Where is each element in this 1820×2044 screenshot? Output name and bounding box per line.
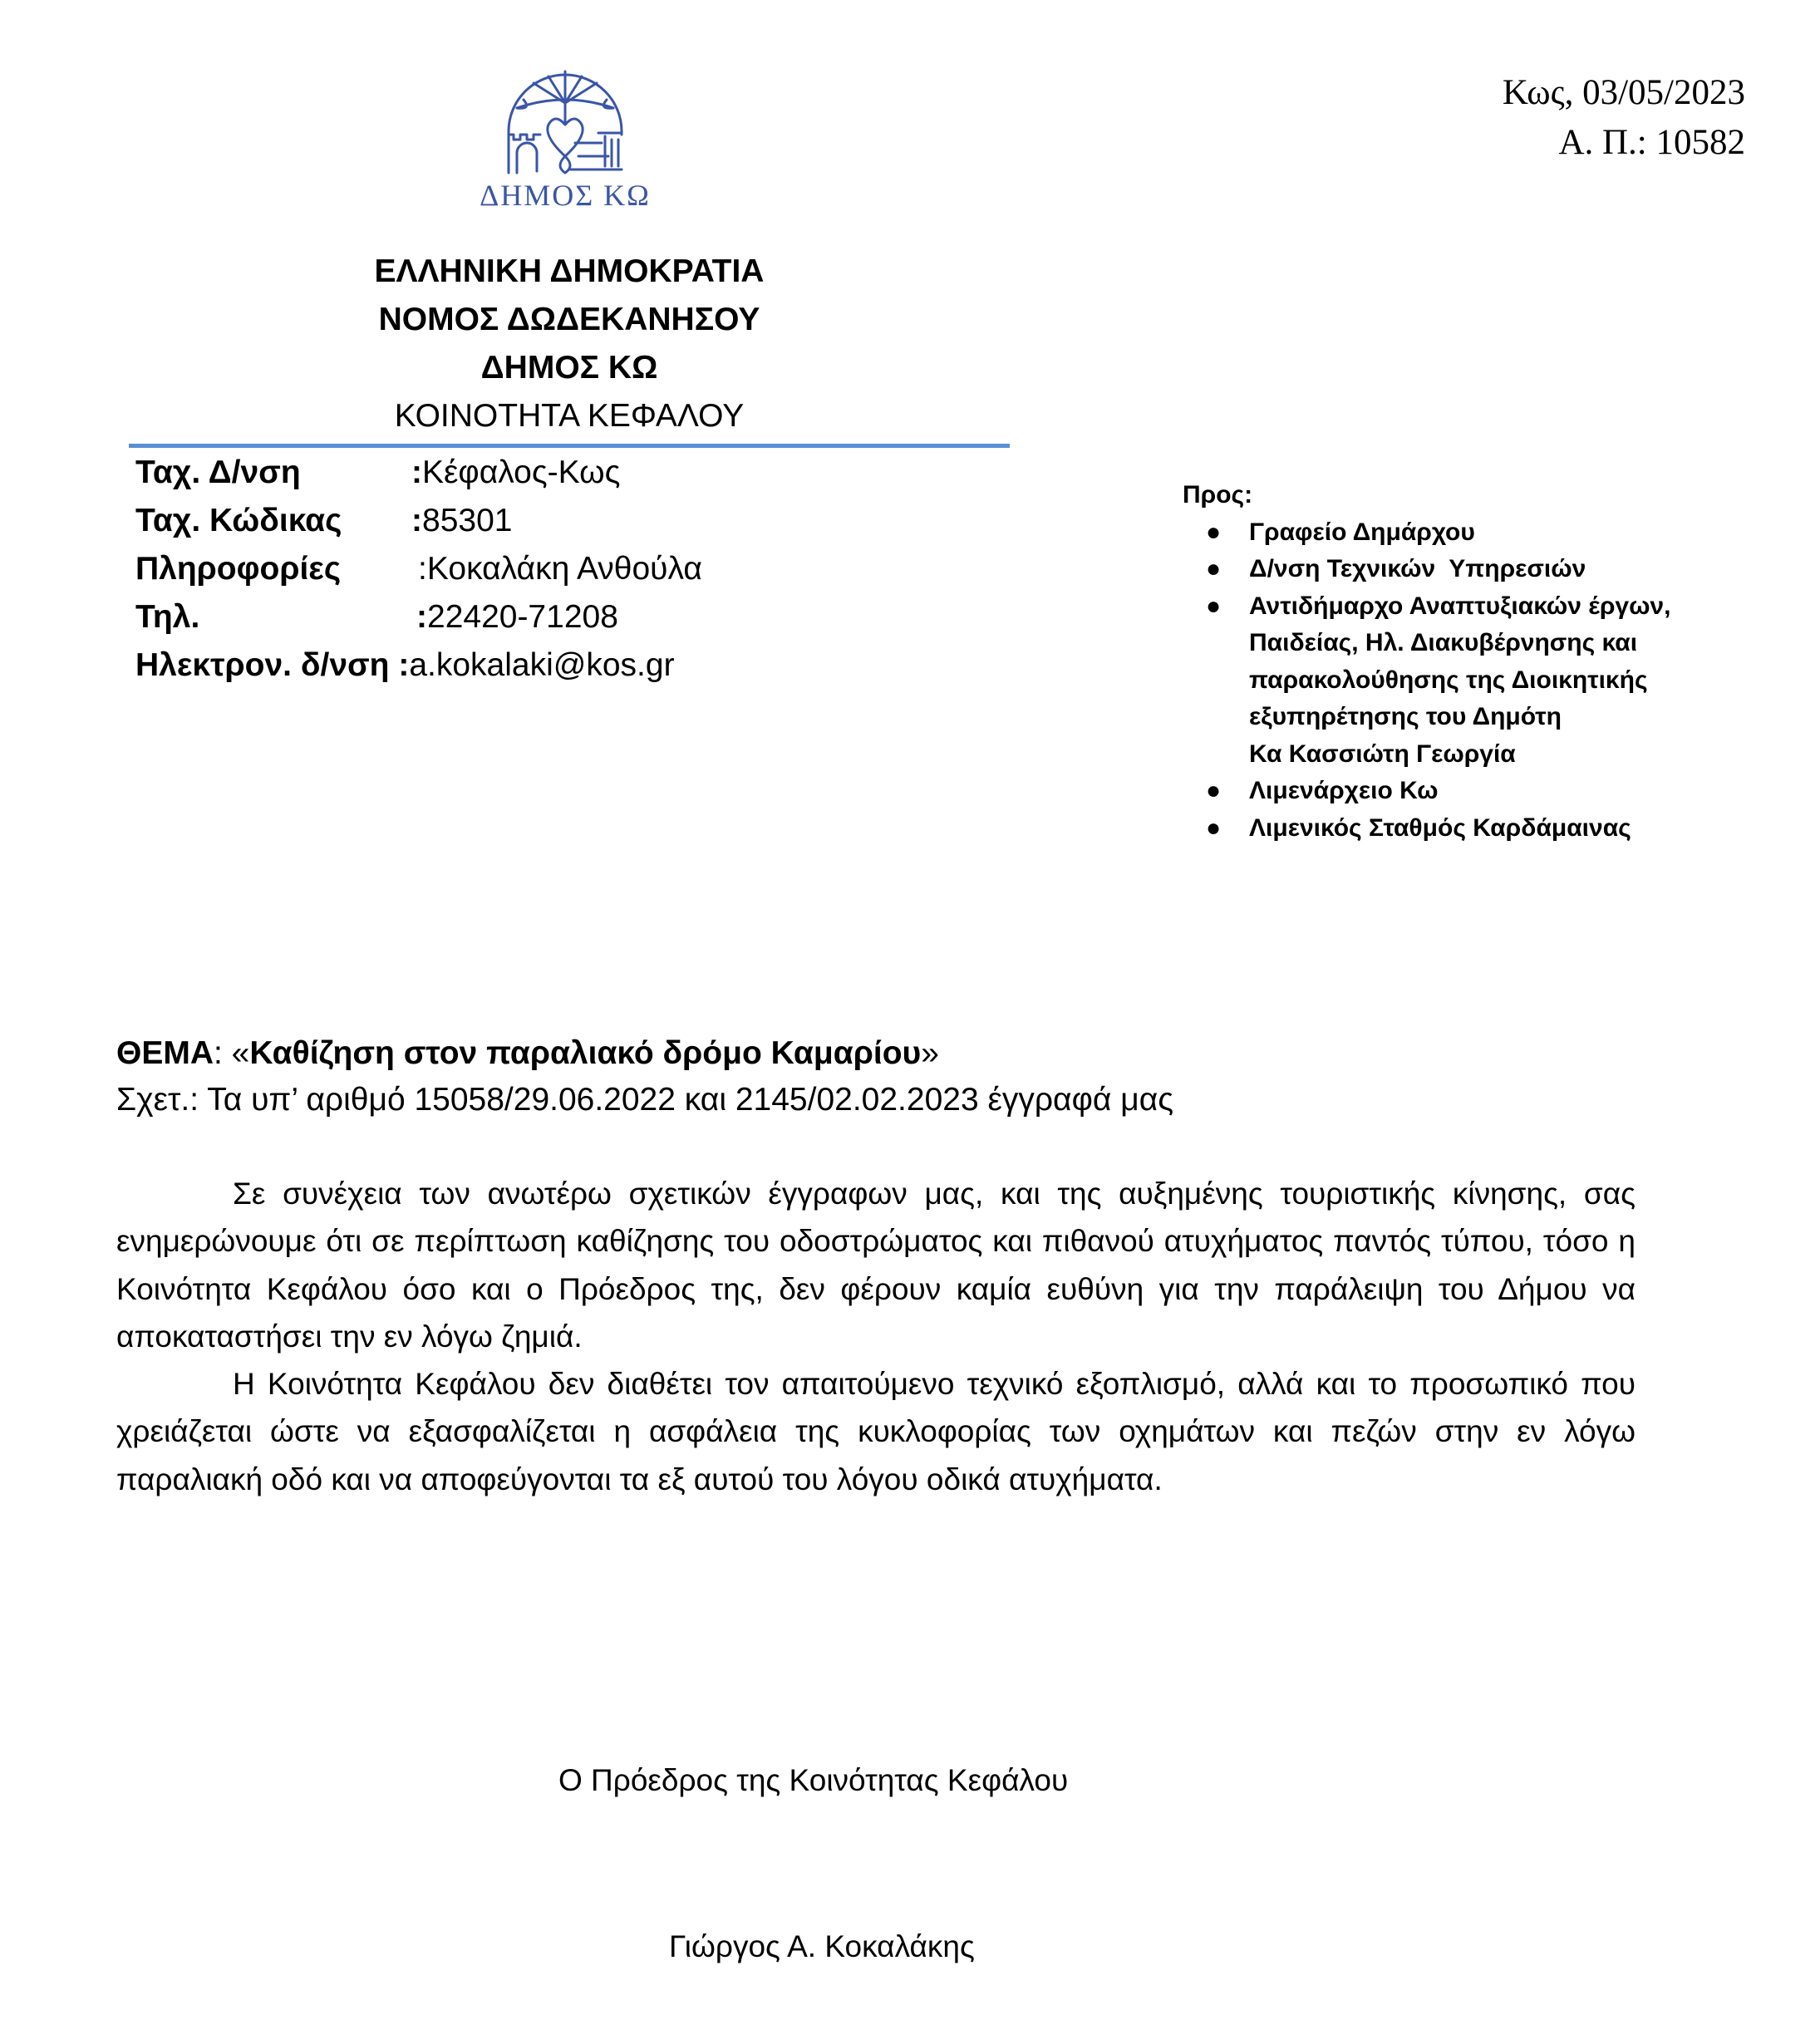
header-community: ΚΟΙΝΟΤΗΤΑ ΚΕΦΑΛΟΥ [394,398,745,434]
letterhead [129,248,1010,440]
recipient-line: Κα Κασσιώτη Γεωργία [1249,739,1516,768]
bullet-icon: ● [1206,518,1222,546]
recipient-item [1183,514,1731,552]
recipients-block [1183,477,1731,847]
recipient-line: Γραφείο Δημάρχου [1249,518,1475,546]
contact-value: Κέφαλος-Κως [422,454,621,490]
date-block [1503,68,1745,168]
recipient-item [1183,588,1731,774]
protocol-number: Α. Π.: 10582 [1558,123,1745,162]
subject-block [116,1030,1173,1123]
bullet-icon: ● [1206,777,1222,804]
contact-email: a.kokalaki@kos.gr [409,647,675,683]
contact-colon: : [418,551,427,587]
contact-row-info [135,545,702,593]
contact-row-address [135,449,702,497]
contact-colon: : [411,503,422,538]
subject-label: ΘΕΜΑ [116,1035,214,1071]
contact-value: 85301 [422,503,513,538]
bullet-icon: ● [1206,592,1222,620]
body-paragraph: Η Κοινότητα Κεφάλου δεν διαθέτει τον απαιτούμενο τεχνικό εξοπλισμό, αλλά και το προσωπικό που χρειάζεται ώστε να εξασφαλίζεται η ασφάλεια της κυκλοφορίας των οχημάτων και πεζών στην εν λόγω παραλιακή οδό και να αποφεύγονται τα εξ αυτού του λόγου οδικά ατυχήματα. [116,1367,1636,1496]
recipient-line: Παιδείας, Ηλ. Διακυβέρνησης και [1249,629,1638,656]
header-republic: ΕΛΛΗΝΙΚΗ ΔΗΜΟΚΡΑΤΙΑ [374,253,765,289]
contact-row-phone [135,593,702,641]
contact-value: 22420-71208 [427,599,618,635]
recipients-list [1183,514,1731,848]
subject-open-quote: : « [214,1035,250,1071]
place-date: Κως, 03/05/2023 [1502,73,1745,112]
header-municipality: ΔΗΜΟΣ ΚΩ [480,350,658,386]
subject-text: Καθίζηση στον παραλιακό δρόμο Καμαρίου [249,1035,922,1071]
contact-label: Τηλ. [135,599,200,635]
contact-label: Ηλεκτρον. δ/νση [135,647,390,683]
header-prefecture: ΝΟΜΟΣ ΔΩΔΕΚΑΝΗΣΟΥ [378,302,760,337]
contact-label: Ταχ. Κώδικας [135,503,342,538]
municipality-logo [499,66,632,174]
recipient-item [1183,551,1731,588]
recipient-line: Λιμενικός Σταθμός Καρδάμαινας [1249,813,1631,842]
kos-emblem-icon [499,66,632,174]
recipient-line: Αντιδήμαρχο Αναπτυξιακών έργων, [1249,592,1671,620]
contact-info [135,449,702,690]
contact-label: Πληροφορίες [135,551,342,587]
contact-label: Ταχ. Δ/νση [135,454,301,490]
recipient-item [1183,773,1731,810]
body-paragraph: Σε συνέχεια των ανωτέρω σχετικών έγγραφων μας, και της αυξημένης τουριστικής κίνησης, σας ενημερώνουμε ότι σε περίπτωση καθίζησης του οδοστρώματος και πιθανού ατυχήματος παντός τύπου, τόσο η Κοινότητα Κεφάλου όσο και ο Πρόεδρος της, δεν φέρουν καμία ευθύνη για την παράλειψη του Δήμου να αποκαταστήσει την εν λόγω ζημιά. [116,1177,1636,1354]
contact-value: Κοκαλάκη Ανθούλα [426,551,702,587]
recipient-line: Λιμενάρχειο Κω [1249,777,1439,804]
subject-line [116,1030,1173,1077]
contact-colon: : [389,647,410,683]
bullet-icon: ● [1206,813,1222,842]
logo-wordmark: ΔΗΜΟΣ ΚΩ [480,179,651,212]
reference-line: Σχετ.: Τα υπ’ αριθμό 15058/29.06.2022 και 2145/02.02.2023 έγγραφά μας [116,1082,1174,1118]
bullet-icon: ● [1206,555,1222,582]
contact-colon: : [411,454,422,490]
header-divider [129,444,1010,448]
recipient-line: Δ/νση Τεχνικών Υπηρεσιών [1249,555,1586,582]
subject-close-quote: » [921,1035,939,1071]
contact-row-postcode [135,497,702,545]
recipients-title: Προς: [1183,481,1253,509]
contact-colon: : [416,599,427,635]
recipient-line: παρακολούθησης της Διοικητικής [1249,666,1648,694]
signatory-title: Ο Πρόεδρος της Κοινότητας Κεφάλου [558,1763,1069,1797]
signatory-name: Γιώργος Α. Κοκαλάκης [669,1929,975,1963]
recipient-item [1183,810,1731,848]
recipient-line: εξυπηρέτησης του Δημότη [1249,703,1562,730]
letter-body [116,1170,1636,1503]
contact-row-email [135,641,702,690]
